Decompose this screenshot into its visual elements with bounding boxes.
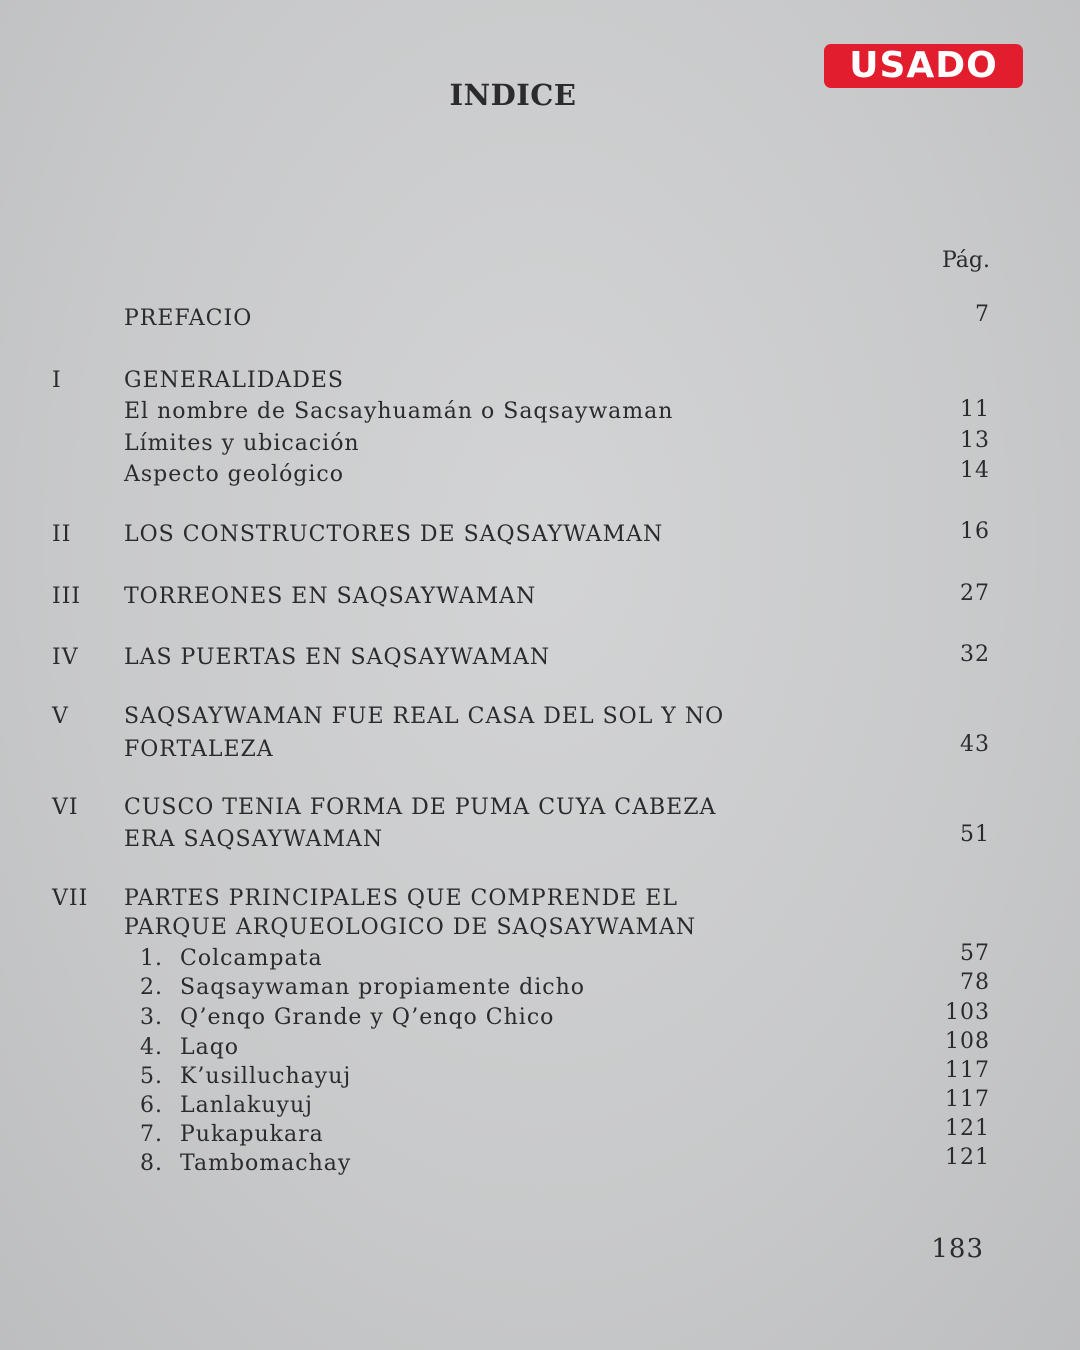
chapter-title: LAS PUERTAS EN SAQSAYWAMAN xyxy=(124,645,551,670)
item-number: 6. xyxy=(140,1093,163,1118)
item-title: Colcampata xyxy=(180,946,323,971)
item-number: 7. xyxy=(140,1122,163,1147)
subentry-title: Límites y ubicación xyxy=(124,431,360,456)
item-title: Saqsaywaman propiamente dicho xyxy=(180,975,586,1000)
item-number: 1. xyxy=(140,946,163,971)
toc-entry-page: 121 xyxy=(945,1145,990,1170)
page-title: INDICE xyxy=(449,78,577,112)
chapter-title-line2: ERA SAQSAYWAMAN xyxy=(124,827,384,852)
item-number: 8. xyxy=(140,1151,163,1176)
toc-entry-page: 32 xyxy=(960,642,990,667)
toc-entry-page: 43 xyxy=(960,732,990,757)
toc-entry-page: 121 xyxy=(945,1116,990,1141)
item-title: K’usilluchayuj xyxy=(180,1064,352,1089)
chapter-title-line1: PARTES PRINCIPALES QUE COMPRENDE EL xyxy=(124,886,678,911)
item-title: Pukapukara xyxy=(180,1122,324,1147)
item-title: Laqo xyxy=(180,1035,240,1060)
item-number: 4. xyxy=(140,1035,163,1060)
toc-entry-title: PREFACIO xyxy=(124,306,253,331)
chapter-number: V xyxy=(52,704,69,729)
chapter-number: IV xyxy=(52,645,79,670)
toc-entry-page: 11 xyxy=(960,397,990,422)
subentry-title: Aspecto geológico xyxy=(124,462,344,487)
toc-entry-page: 51 xyxy=(960,822,990,847)
chapter-title-line2: PARQUE ARQUEOLOGICO DE SAQSAYWAMAN xyxy=(124,915,697,940)
toc-entry-page: 13 xyxy=(960,428,990,453)
chapter-title-line2: FORTALEZA xyxy=(124,737,274,762)
chapter-number: II xyxy=(52,522,72,547)
page-number: 183 xyxy=(931,1234,984,1264)
page-column-header: Pág. xyxy=(941,248,990,273)
chapter-title-line1: CUSCO TENIA FORMA DE PUMA CUYA CABEZA xyxy=(124,795,717,820)
chapter-title-line1: SAQSAYWAMAN FUE REAL CASA DEL SOL Y NO xyxy=(124,704,725,729)
toc-entry-page: 27 xyxy=(960,581,990,606)
item-number: 2. xyxy=(140,975,163,1000)
item-title: Tambomachay xyxy=(180,1151,352,1176)
chapter-title: GENERALIDADES xyxy=(124,368,344,393)
toc-entry-page: 117 xyxy=(945,1058,990,1083)
toc-entry-page: 7 xyxy=(975,302,990,327)
toc-entry-page: 117 xyxy=(945,1087,990,1112)
item-title: Lanlakuyuj xyxy=(180,1093,313,1118)
used-badge: USADO xyxy=(824,44,1023,88)
toc-entry-page: 16 xyxy=(960,519,990,544)
chapter-number: VI xyxy=(52,795,79,820)
toc-entry-page: 14 xyxy=(960,458,990,483)
chapter-number: I xyxy=(52,368,62,393)
subentry-title: El nombre de Sacsayhuamán o Saqsaywaman xyxy=(124,399,674,424)
item-title: Q’enqo Grande y Q’enqo Chico xyxy=(180,1005,555,1030)
toc-entry-page: 57 xyxy=(960,941,990,966)
item-number: 5. xyxy=(140,1064,163,1089)
chapter-number: VII xyxy=(52,886,89,911)
chapter-number: III xyxy=(52,584,82,609)
item-number: 3. xyxy=(140,1005,163,1030)
toc-entry-page: 103 xyxy=(945,1000,990,1025)
chapter-title: TORREONES EN SAQSAYWAMAN xyxy=(124,584,537,609)
toc-entry-page: 108 xyxy=(945,1029,990,1054)
toc-entry-page: 78 xyxy=(960,970,990,995)
chapter-title: LOS CONSTRUCTORES DE SAQSAYWAMAN xyxy=(124,522,664,547)
